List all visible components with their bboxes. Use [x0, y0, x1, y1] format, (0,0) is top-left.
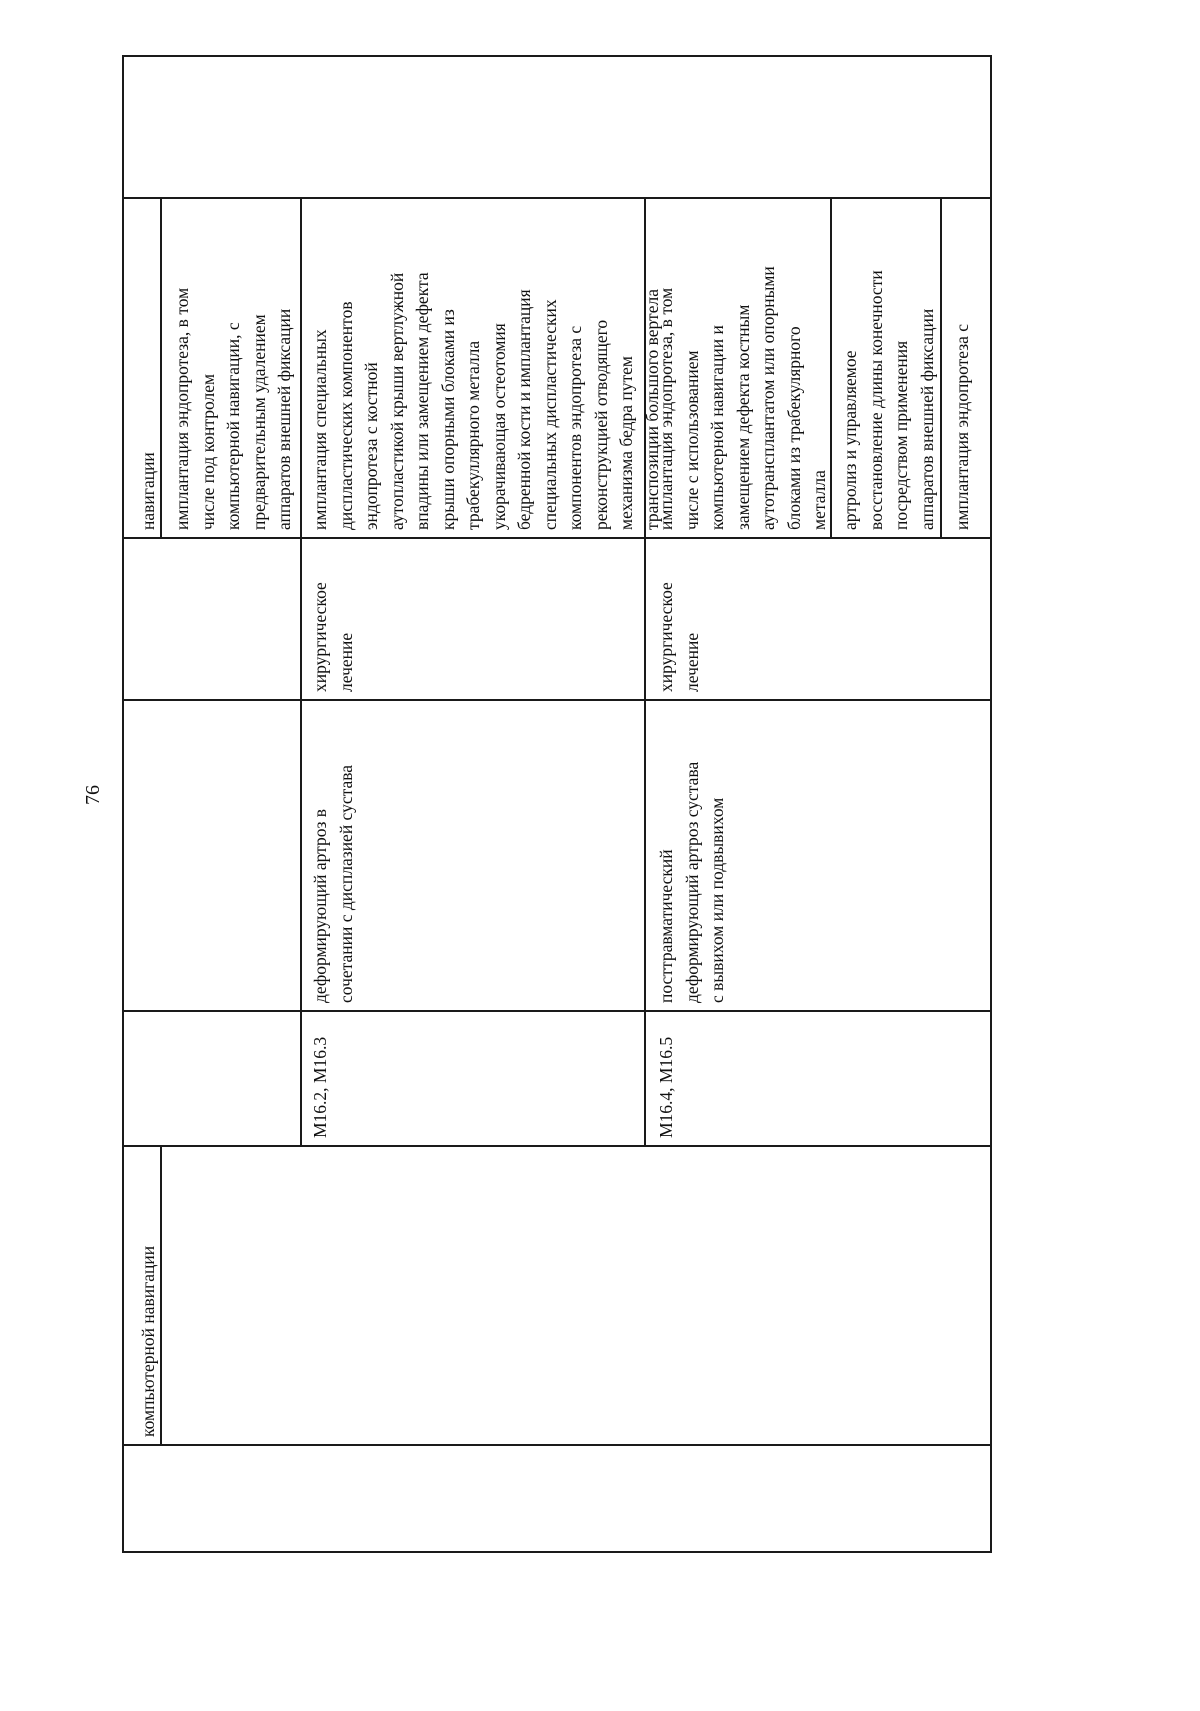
- column-line-diagnosis-treatment: [122, 699, 992, 701]
- column-line-last: [122, 197, 992, 199]
- column-line-code-diagnosis: [122, 1010, 992, 1012]
- page-number: 76: [82, 785, 104, 805]
- table-border-left: [122, 55, 124, 1553]
- cell-method-row-c-2: артролиз и управляемое восстановление длины конечности посредством применения аппаратов внешней фиксации: [840, 270, 937, 530]
- cell-method-row-a: имплантация эндопротеза, в том числе под контролем компьютерной навигации, с предварительным удалением аппаратов внешней фиксации: [172, 287, 294, 530]
- cell-method-row-c-1: имплантация эндопротеза, в том числе с использованием компьютерной навигации и замещением дефекта костным аутотрансплантатом или опорными блоками из трабекулярного металла: [656, 266, 829, 530]
- cell-code-row-c: M16.4, M16.5: [656, 1036, 676, 1138]
- cell-method-row-b: имплантация специальных диспластических компонентов эндопротеза с костной аутопластикой крыши вертлужной впадины или замещением дефекта крыши опорными блоками из трабекуллярного металла укорачивающая остеотомия бедренной кости и имплантация специальных диспластических компонентов эндопротеза с реконструкцией отводящего механизма бедра путем транспозиции большого вертела: [310, 272, 662, 530]
- column-line-treatment-method: [122, 537, 992, 539]
- cell-treatment-row-b: хирургическое лечение: [310, 582, 356, 692]
- table-border-bottom: [122, 1551, 992, 1553]
- cell-diagnosis-row-c: посттравматический деформирующий артроз сустава с вывихом или подвывихом: [656, 761, 727, 1003]
- cell-treatment-row-c: хирургическое лечение: [656, 582, 702, 692]
- cell-method-row-c-3: имплантация эндопротеза с: [952, 323, 972, 530]
- table-border-top: [122, 55, 992, 57]
- cell-code-row-b: M16.2, M16.3: [310, 1036, 330, 1138]
- table-border-right: [990, 55, 992, 1553]
- row-line-a: [300, 197, 302, 1147]
- column-line-first: [122, 1444, 992, 1446]
- cell-computer-navigation: компьютерной навигации: [138, 1245, 158, 1437]
- cell-method-navigation: навигации: [138, 452, 158, 530]
- cell-diagnosis-row-b: деформирующий артроз в сочетании с дисплазией сустава: [310, 764, 356, 1003]
- column-line-mid: [122, 1145, 992, 1147]
- subrow-line-c2: [940, 197, 942, 539]
